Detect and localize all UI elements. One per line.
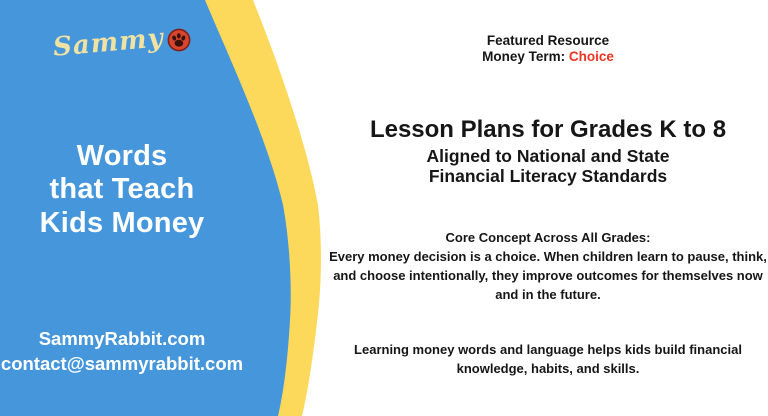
core-concept-body: Every money decision is a choice. When children learn to pause, think, and choose intentionally, they improve outcomes for themselves now and in the future. [329,248,767,302]
page-title: Lesson Plans for Grades K to 8 [369,116,727,143]
left-headline [0,140,244,240]
website-text: SammyRabbit.com [38,328,206,349]
money-term-label: Money Term: [482,49,569,65]
featured-resource-label: Featured Resource [486,33,610,48]
footer-note: Learning money words and language helps kids build financial knowledge, habits, and skills. [354,342,742,376]
right-panel [318,0,768,416]
money-term-value: Choice [568,49,614,65]
headline-line-1: Words [76,140,168,172]
core-concept-heading: Core Concept Across All Grades: [445,230,651,245]
headline-line-3: Kids Money [39,206,205,239]
email-text: contact@sammyrabbit.com [0,353,244,375]
headline-line-2: that Teach [49,173,195,206]
core-concept-block [323,229,768,304]
left-panel [0,0,244,416]
sammy-logo [0,23,244,63]
money-term-line [318,49,768,65]
paw-print-icon [167,28,191,52]
contact-block [0,326,244,376]
subtitle-line-1: Aligned to National and State [426,146,670,166]
subtitle-block [318,146,768,186]
sammy-logo-text: Sammy [52,23,165,63]
subtitle-line-2: Financial Literacy Standards [428,166,668,187]
featured-resource-block [318,33,768,65]
